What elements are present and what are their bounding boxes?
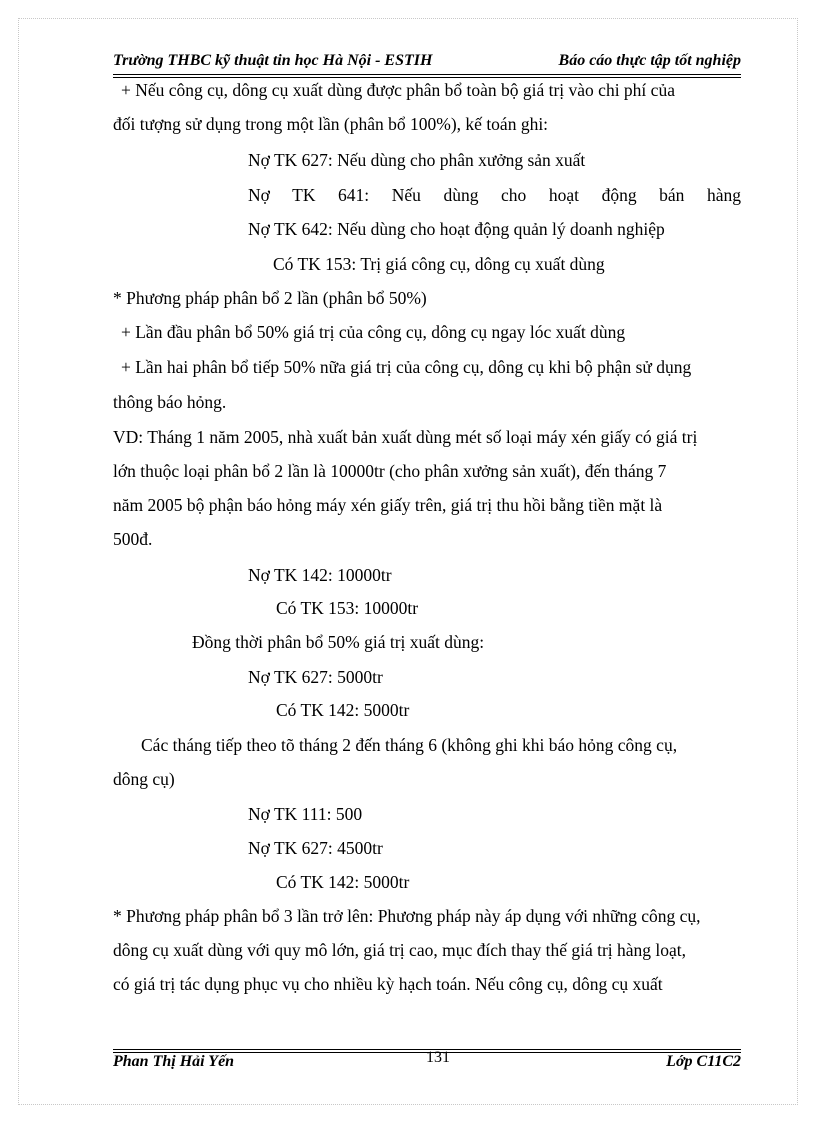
body-line: dông cụ xuất dùng với quy mô lớn, giá trị cao, mục đích thay thế giá trị hàng loạt, — [113, 940, 687, 960]
header-rule — [113, 74, 741, 75]
body-line: 500đ. — [113, 529, 153, 549]
body-line: Nợ TK 111: 500 — [248, 804, 363, 824]
body-line: Nợ TK 641: Nếu dùng cho hoạt động bán hàng — [248, 185, 741, 205]
footer-class: Lớp C11C2 — [666, 1053, 741, 1070]
body-line: * Phương pháp phân bổ 2 lần (phân bổ 50%) — [113, 288, 427, 308]
body-line: Có TK 153: Trị giá công cụ, dông cụ xuất dùng — [273, 254, 605, 274]
body-line: dông cụ) — [113, 769, 175, 789]
header-school: Trường THBC kỹ thuật tin học Hà Nội - ESTIH — [113, 52, 433, 69]
body-line: Đồng thời phân bổ 50% giá trị xuất dùng: — [192, 632, 485, 652]
body-line: + Lần hai phân bổ tiếp 50% nữa giá trị của công cụ, dông cụ khi bộ phận sử dụng — [121, 357, 692, 377]
body-line: thông báo hỏng. — [113, 392, 227, 412]
page-header — [113, 52, 741, 72]
body-line: Nợ TK 627: 5000tr — [248, 667, 383, 687]
body-line: Có TK 153: 10000tr — [276, 598, 419, 618]
footer-author: Phan Thị Hải Yến — [113, 1053, 235, 1070]
page-number: 131 — [426, 1049, 450, 1066]
body-line: Nợ TK 627: Nếu dùng cho phân xưởng sản xuất — [248, 150, 586, 170]
body-line: Có TK 142: 5000tr — [276, 700, 410, 720]
body-line: Nợ TK 642: Nếu dùng cho hoạt động quản lý doanh nghiệp — [248, 219, 665, 239]
page-border-left — [18, 18, 19, 1105]
body-line: VD: Tháng 1 năm 2005, nhà xuất bản xuất dùng mét số loại máy xén giấy có giá trị — [113, 427, 698, 447]
body-line: Nợ TK 142: 10000tr — [248, 565, 392, 585]
body-line: Có TK 142: 5000tr — [276, 872, 410, 892]
body-line: Nợ TK 627: 4500tr — [248, 838, 383, 858]
page-border-bottom — [18, 1104, 798, 1105]
header-report-title: Báo cáo thực tập tốt nghiệp — [558, 52, 741, 69]
body-line: Các tháng tiếp theo tõ tháng 2 đến tháng 6 (không ghi khi báo hỏng công cụ, — [141, 735, 678, 755]
page-border-right — [797, 18, 798, 1105]
header-rule-thin — [113, 77, 741, 78]
body-line: có giá trị tác dụng phục vụ cho nhiều kỳ hạch toán. Nếu công cụ, dông cụ xuất — [113, 974, 663, 994]
body-line: lớn thuộc loại phân bổ 2 lần là 10000tr (cho phân xưởng sản xuất), đến tháng 7 — [113, 461, 667, 481]
body-line: năm 2005 bộ phận báo hỏng máy xén giấy trên, giá trị thu hồi bằng tiền mặt là — [113, 495, 663, 515]
body-line: đối tượng sử dụng trong một lần (phân bổ 100%), kế toán ghi: — [113, 114, 549, 134]
page-border-top — [18, 18, 798, 19]
body-line: + Lần đầu phân bổ 50% giá trị của công cụ, dông cụ ngay lóc xuất dùng — [121, 322, 626, 342]
body-line: * Phương pháp phân bổ 3 lần trở lên: Phương pháp này áp dụng với những công cụ, — [113, 906, 701, 926]
body-line: + Nếu công cụ, dông cụ xuất dùng được phân bổ toàn bộ giá trị vào chi phí của — [121, 80, 675, 100]
